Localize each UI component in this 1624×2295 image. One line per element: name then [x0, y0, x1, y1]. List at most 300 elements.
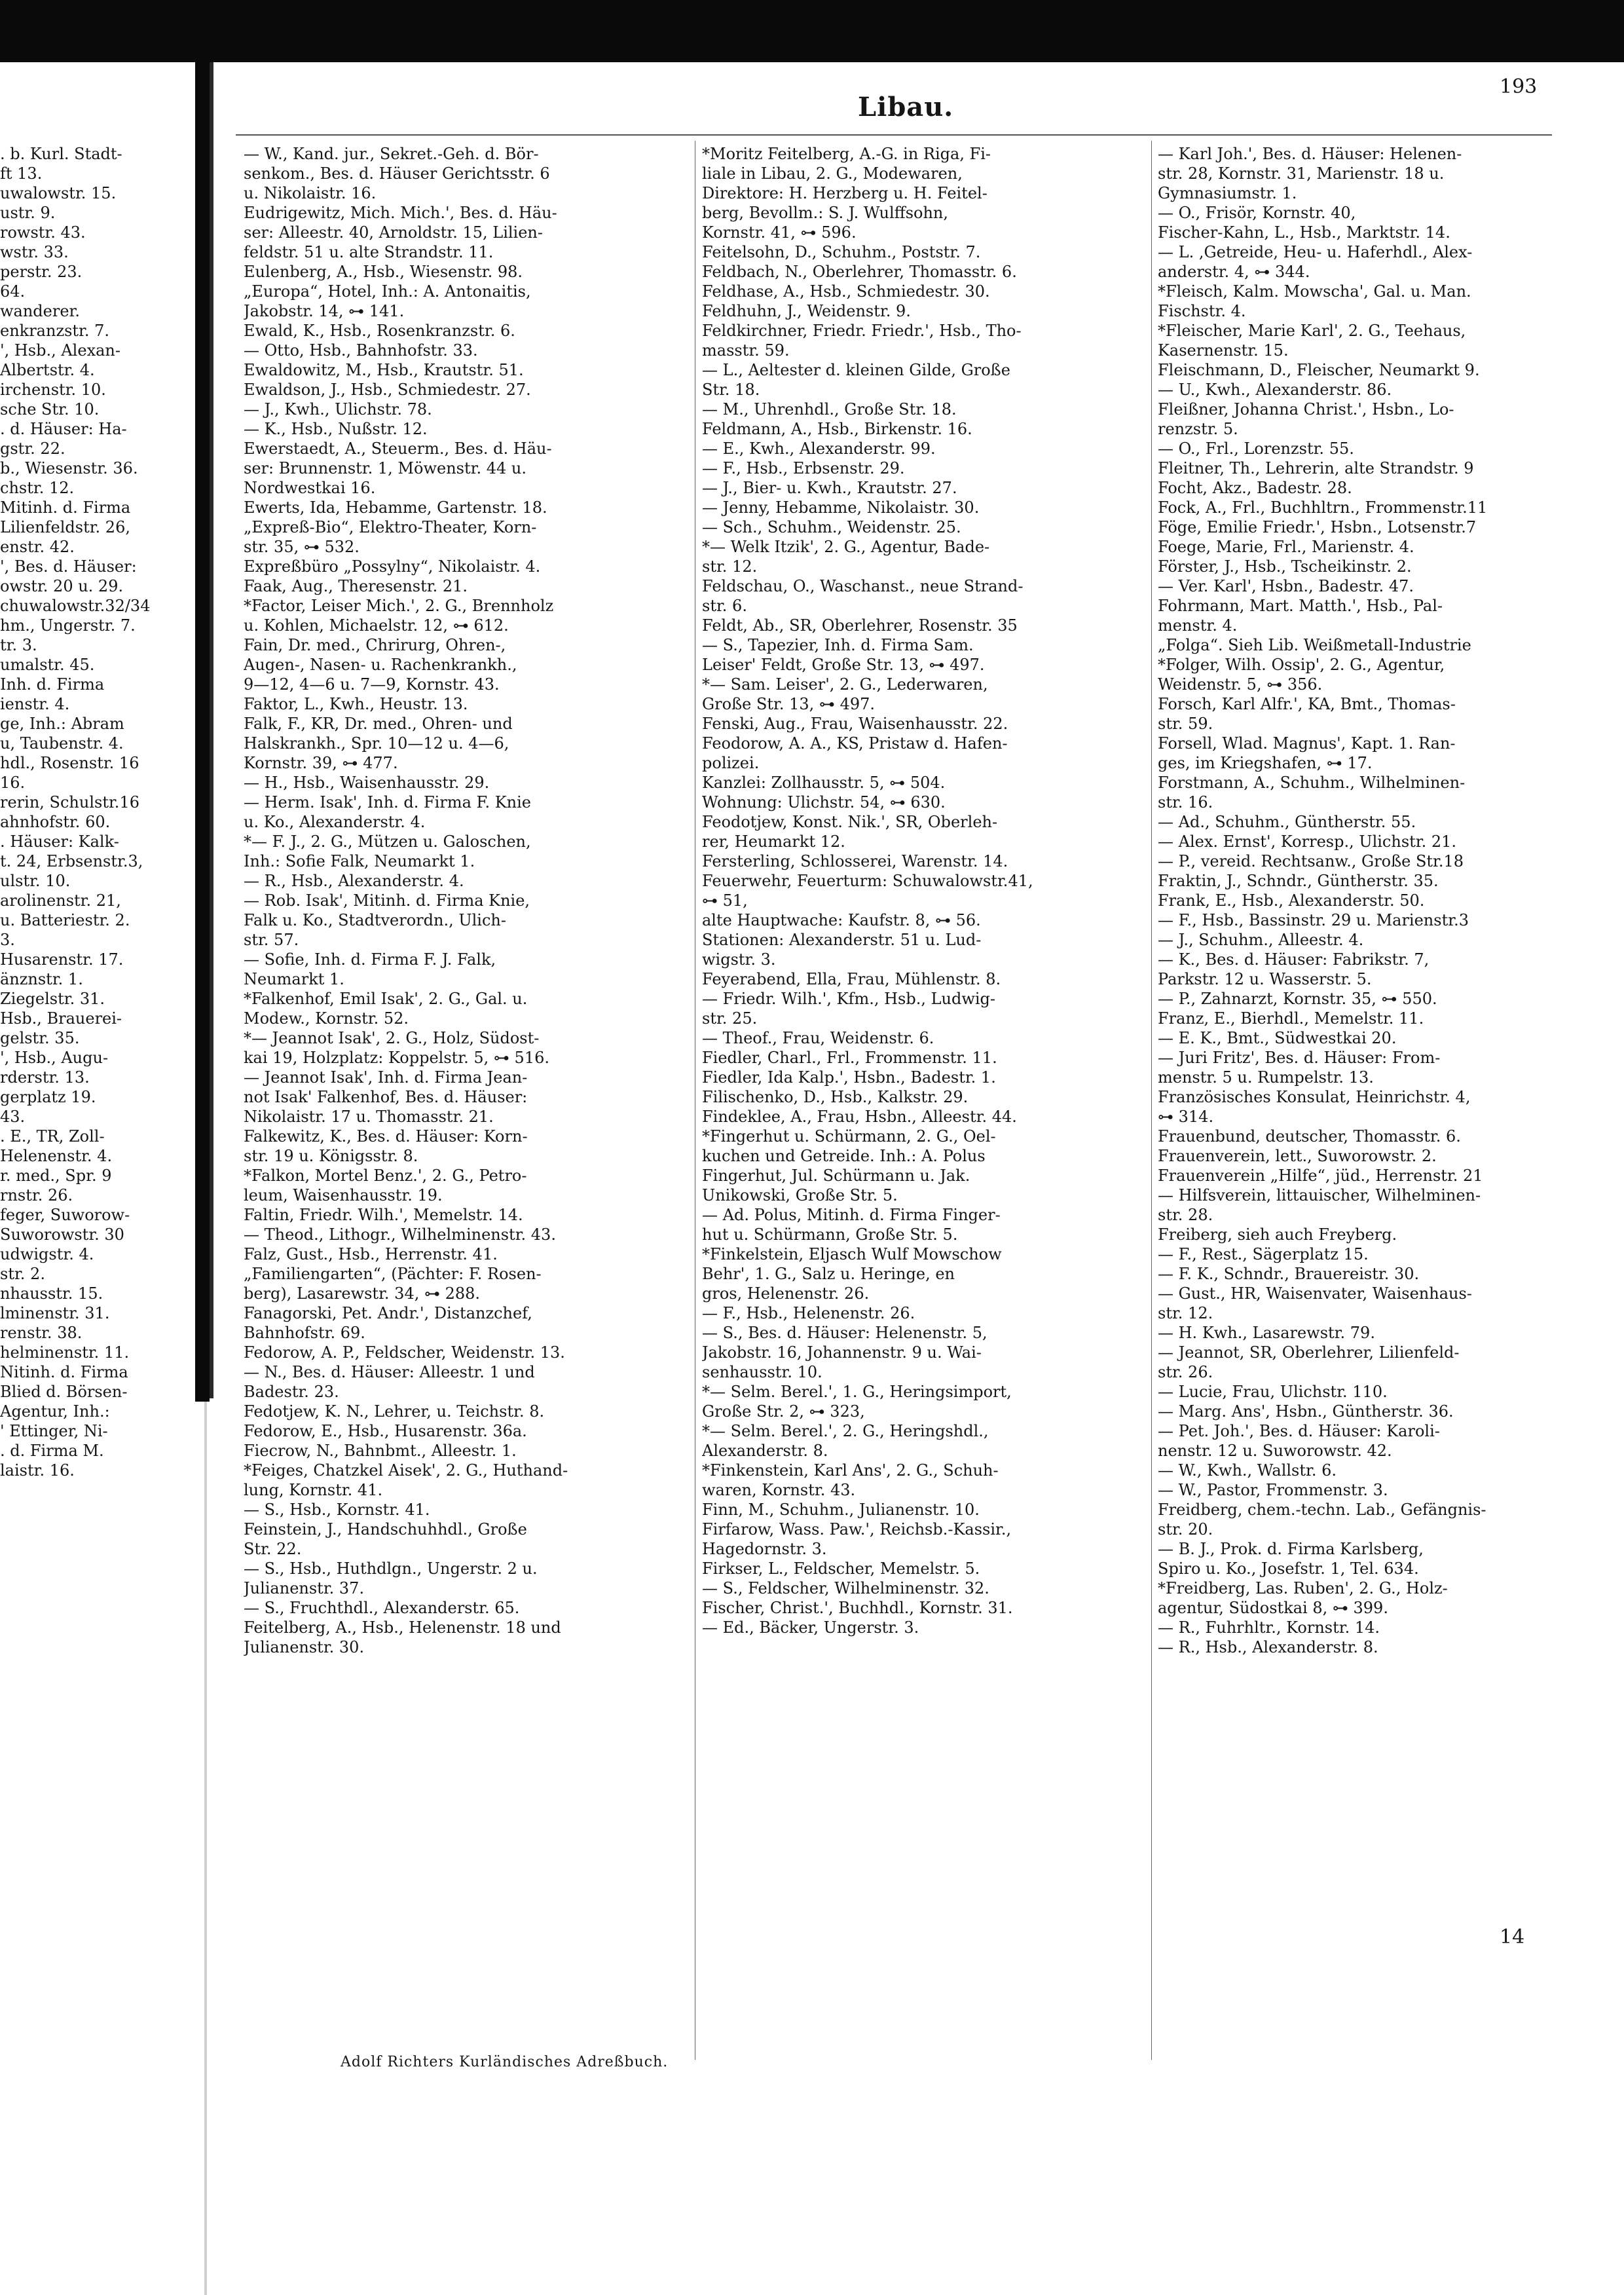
directory-line: Finn, M., Schuhm., Julianenstr. 10. — [702, 1501, 980, 1519]
directory-line: feger, Suworow- — [0, 1206, 130, 1224]
directory-line: ft 13. — [0, 164, 43, 183]
directory-line: Fischer-Kahn, L., Hsb., Marktstr. 14. — [1158, 223, 1450, 242]
directory-line: *— Selm. Berel.', 2. G., Heringshdl., — [702, 1422, 989, 1440]
directory-line: *— Welk Itzik', 2. G., Agentur, Bade- — [702, 538, 990, 556]
directory-line: Wohnung: Ulichstr. 54, ⊶ 630. — [702, 793, 946, 812]
directory-line: enstr. 42. — [0, 538, 75, 556]
directory-line: kai 19, Holzplatz: Koppelstr. 5, ⊶ 516. — [244, 1049, 549, 1067]
directory-line: — J., Kwh., Ulichstr. 78. — [244, 400, 432, 419]
directory-line: — F., Hsb., Erbsenstr. 29. — [702, 459, 905, 477]
directory-line: — O., Frl., Lorenzstr. 55. — [1158, 439, 1354, 458]
directory-line: Julianenstr. 37. — [244, 1579, 365, 1597]
directory-line: *Moritz Feitelberg, A.-G. in Riga, Fi- — [702, 145, 991, 163]
directory-line: Frauenbund, deutscher, Thomasstr. 6. — [1158, 1127, 1461, 1146]
directory-line: Fock, A., Frl., Buchhltrn., Frommenstr.11 — [1158, 498, 1488, 517]
directory-line: Fedorow, A. P., Feldscher, Weidenstr. 13. — [244, 1343, 565, 1362]
directory-line: Fersterling, Schlosserei, Warenstr. 14. — [702, 852, 1008, 870]
directory-line: Frauenverein, lett., Suworowstr. 2. — [1158, 1147, 1437, 1165]
directory-line: ' Ettinger, Ni- — [0, 1422, 108, 1440]
directory-line: Unikowski, Große Str. 5. — [702, 1186, 898, 1204]
directory-line: Feitelberg, A., Hsb., Helenenstr. 18 und — [244, 1618, 561, 1637]
directory-line: Falz, Gust., Hsb., Herrenstr. 41. — [244, 1245, 498, 1263]
directory-line: str. 20. — [1158, 1520, 1213, 1539]
page-gutter — [204, 1402, 207, 2295]
directory-line: Mitinh. d. Firma — [0, 498, 131, 517]
directory-line: ge, Inh.: Abram — [0, 715, 124, 733]
directory-line: Feldschau, O., Waschanst., neue Strand- — [702, 577, 1024, 595]
directory-line: änznstr. 1. — [0, 970, 83, 988]
directory-line: anderstr. 4, ⊶ 344. — [1158, 263, 1310, 281]
directory-line: Fraktin, J., Schndr., Güntherstr. 35. — [1158, 872, 1439, 890]
directory-line: arolinenstr. 21, — [0, 891, 121, 910]
directory-line: Große Str. 2, ⊶ 323, — [702, 1402, 865, 1421]
directory-line: nhausstr. 15. — [0, 1284, 103, 1303]
directory-line: Fohrmann, Mart. Matth.', Hsb., Pal- — [1158, 597, 1443, 615]
directory-line: 64. — [0, 282, 26, 301]
directory-line: liale in Libau, 2. G., Modewaren, — [702, 164, 963, 183]
directory-line: Forsell, Wlad. Magnus', Kapt. 1. Ran- — [1158, 734, 1456, 753]
directory-line: sche Str. 10. — [0, 400, 100, 419]
directory-line: — S., Fruchthdl., Alexanderstr. 65. — [244, 1599, 520, 1617]
directory-line: — Ad., Schuhm., Güntherstr. 55. — [1158, 813, 1416, 831]
directory-line: ulstr. 10. — [0, 872, 71, 890]
directory-line: Freiberg, sieh auch Freyberg. — [1158, 1225, 1397, 1244]
directory-line: gros, Helenenstr. 26. — [702, 1284, 870, 1303]
directory-line: hut u. Schürmann, Große Str. 5. — [702, 1225, 958, 1244]
directory-line: Fleißner, Johanna Christ.', Hsbn., Lo- — [1158, 400, 1454, 419]
directory-line: Ewerstaedt, A., Steuerm., Bes. d. Häu- — [244, 439, 552, 458]
directory-line: gstr. 22. — [0, 439, 65, 458]
directory-line: Findeklee, A., Frau, Hsbn., Alleestr. 44. — [702, 1108, 1017, 1126]
directory-line: Falkewitz, K., Bes. d. Häuser: Korn- — [244, 1127, 528, 1146]
directory-line: Jakobstr. 14, ⊶ 141. — [244, 302, 405, 320]
directory-line: str. 59. — [1158, 715, 1213, 733]
directory-line: Helenenstr. 4. — [0, 1147, 113, 1165]
directory-line: hm., Ungerstr. 7. — [0, 616, 136, 635]
directory-line: lung, Kornstr. 41. — [244, 1481, 383, 1499]
directory-line: Badestr. 23. — [244, 1383, 339, 1401]
directory-line: . d. Firma M. — [0, 1442, 104, 1460]
directory-line: Feyerabend, Ella, Frau, Mühlenstr. 8. — [702, 970, 1001, 988]
directory-line: leum, Waisenhausstr. 19. — [244, 1186, 443, 1204]
directory-line: Kornstr. 39, ⊶ 477. — [244, 754, 398, 772]
directory-line: senkom., Bes. d. Häuser Gerichtsstr. 6 — [244, 164, 550, 183]
directory-line: Föge, Emilie Friedr.', Hsbn., Lotsenstr.7 — [1158, 518, 1477, 536]
directory-line: — R., Hsb., Alexanderstr. 4. — [244, 872, 464, 890]
directory-line: menstr. 5 u. Rumpelstr. 13. — [1158, 1068, 1374, 1087]
directory-line: Alexanderstr. 8. — [702, 1442, 828, 1460]
directory-line: senhausstr. 10. — [702, 1363, 822, 1381]
directory-line: Freidberg, chem.-techn. Lab., Gefängnis- — [1158, 1501, 1486, 1519]
directory-line: hdl., Rosenstr. 16 — [0, 754, 139, 772]
directory-line: Parkstr. 12 u. Wasserstr. 5. — [1158, 970, 1372, 988]
directory-line: Nitinh. d. Firma — [0, 1363, 128, 1381]
directory-line: waren, Kornstr. 43. — [702, 1481, 856, 1499]
directory-line: Jakobstr. 16, Johannenstr. 9 u. Wai- — [702, 1343, 982, 1362]
directory-line: u, Taubenstr. 4. — [0, 734, 124, 753]
directory-column-3 — [1158, 144, 1557, 1657]
directory-line: wstr. 33. — [0, 243, 69, 261]
directory-line: rer, Heumarkt 12. — [702, 832, 845, 851]
directory-line: — W., Kand. jur., Sekret.-Geh. d. Bör- — [244, 145, 539, 163]
header-rule — [236, 134, 1552, 136]
directory-line: Str. 22. — [244, 1540, 302, 1558]
directory-line: — Gust., HR, Waisenvater, Waisenhaus- — [1158, 1284, 1472, 1303]
directory-line: menstr. 4. — [1158, 616, 1238, 635]
scan-top-border — [0, 0, 1624, 62]
directory-line: — F. K., Schndr., Brauereistr. 30. — [1158, 1265, 1420, 1283]
directory-line: u. Kohlen, Michaelstr. 12, ⊶ 612. — [244, 616, 509, 635]
directory-line: laistr. 16. — [0, 1461, 75, 1480]
directory-line: Agentur, Inh.: — [0, 1402, 110, 1421]
directory-line: *Folger, Wilh. Ossip', 2. G., Agentur, — [1158, 656, 1445, 674]
directory-line: — S., Bes. d. Häuser: Helenenstr. 5, — [702, 1324, 987, 1342]
running-head: Libau. — [858, 92, 954, 122]
directory-line: Albertstr. 4. — [0, 361, 95, 379]
directory-line: Große Str. 13, ⊶ 497. — [702, 695, 875, 713]
directory-line: Fleischmann, D., Fleischer, Neumarkt 9. — [1158, 361, 1480, 379]
directory-line: Bahnhofstr. 69. — [244, 1324, 365, 1342]
directory-line: u. Batteriestr. 2. — [0, 911, 130, 929]
directory-line: Kanzlei: Zollhausstr. 5, ⊶ 504. — [702, 774, 946, 792]
directory-line: str. 26. — [1158, 1363, 1213, 1381]
directory-line: — Alex. Ernst', Korresp., Ulichstr. 21. — [1158, 832, 1457, 851]
directory-line: — Juri Fritz', Bes. d. Häuser: From- — [1158, 1049, 1441, 1067]
directory-line: Ewaldowitz, M., Hsb., Krautstr. 51. — [244, 361, 524, 379]
directory-line: *— F. J., 2. G., Mützen u. Galoschen, — [244, 832, 531, 851]
directory-line: Fiecrow, N., Bahnbmt., Alleestr. 1. — [244, 1442, 517, 1460]
directory-line: — F., Hsb., Helenenstr. 26. — [702, 1304, 915, 1322]
directory-line: Feuerwehr, Feuerturm: Schuwalowstr.41, — [702, 872, 1033, 890]
directory-line: Blied d. Börsen- — [0, 1383, 128, 1401]
directory-line: Feldt, Ab., SR, Oberlehrer, Rosenstr. 35 — [702, 616, 1018, 635]
directory-line: Lilienfeldstr. 26, — [0, 518, 130, 536]
directory-line: Fedotjew, K. N., Lehrer, u. Teichstr. 8. — [244, 1402, 545, 1421]
directory-line: Str. 18. — [702, 381, 760, 399]
directory-line: Fiedler, Charl., Frl., Frommenstr. 11. — [702, 1049, 997, 1067]
directory-line: Faak, Aug., Theresenstr. 21. — [244, 577, 468, 595]
directory-line: ⊶ 51, — [702, 891, 748, 910]
directory-line: Fain, Dr. med., Chrirurg, Ohren-, — [244, 636, 506, 654]
directory-line: Fedorow, E., Hsb., Husarenstr. 36a. — [244, 1422, 527, 1440]
directory-line: — P., vereid. Rechtsanw., Große Str.18 — [1158, 852, 1464, 870]
directory-line: Inh.: Sofie Falk, Neumarkt 1. — [244, 852, 475, 870]
directory-line: chuwalowstr.32/34 — [0, 597, 151, 615]
directory-line: str. 28. — [1158, 1206, 1213, 1224]
directory-line: str. 57. — [244, 931, 299, 949]
directory-line: ustr. 9. — [0, 204, 56, 222]
directory-line: r. med., Spr. 9 — [0, 1166, 112, 1185]
directory-line: — F., Rest., Sägerplatz 15. — [1158, 1245, 1369, 1263]
directory-line: 3. — [0, 931, 15, 949]
directory-line: Ewerts, Ida, Hebamme, Gartenstr. 18. — [244, 498, 547, 517]
directory-line: Feldhuhn, J., Weidenstr. 9. — [702, 302, 911, 320]
directory-line: feldstr. 51 u. alte Strandstr. 11. — [244, 243, 494, 261]
directory-line: — Jenny, Hebamme, Nikolaistr. 30. — [702, 498, 980, 517]
directory-line: — M., Uhrenhdl., Große Str. 18. — [702, 400, 957, 419]
directory-line: — U., Kwh., Alexanderstr. 86. — [1158, 381, 1392, 399]
directory-line: chstr. 12. — [0, 479, 75, 497]
directory-line: — Otto, Hsb., Bahnhofstr. 33. — [244, 341, 478, 360]
directory-line: uwalowstr. 15. — [0, 184, 117, 202]
directory-line: — Hilfsverein, littauischer, Wilhelminen- — [1158, 1186, 1481, 1204]
directory-line: alte Hauptwache: Kaufstr. 8, ⊶ 56. — [702, 911, 981, 929]
directory-line: 16. — [0, 774, 26, 792]
directory-line: — B. J., Prok. d. Firma Karlsberg, — [1158, 1540, 1424, 1558]
directory-line: u. Nikolaistr. 16. — [244, 184, 377, 202]
directory-line: Eudrigewitz, Mich. Mich.', Bes. d. Häu- — [244, 204, 557, 222]
directory-line: ⊶ 314. — [1158, 1108, 1214, 1126]
directory-line: — Karl Joh.', Bes. d. Häuser: Helenen- — [1158, 145, 1462, 163]
directory-line: — Herm. Isak', Inh. d. Firma F. Knie — [244, 793, 531, 812]
directory-line: Ewald, K., Hsb., Rosenkranzstr. 6. — [244, 322, 515, 340]
directory-line: — S., Feldscher, Wilhelminenstr. 32. — [702, 1579, 989, 1597]
directory-line: — H. Kwh., Lasarewstr. 79. — [1158, 1324, 1375, 1342]
directory-line: Hagedornstr. 3. — [702, 1540, 827, 1558]
book-spine-edge — [210, 62, 213, 1398]
directory-line: „Europa“, Hotel, Inh.: A. Antonaitis, — [244, 282, 531, 301]
directory-line: Leiser' Feldt, Große Str. 13, ⊶ 497. — [702, 656, 985, 674]
directory-line: „Folga“. Sieh Lib. Weißmetall-Industrie — [1158, 636, 1471, 654]
previous-page-column — [0, 144, 189, 1480]
directory-line: str. 16. — [1158, 793, 1213, 812]
directory-line: — E., Kwh., Alexanderstr. 99. — [702, 439, 936, 458]
directory-line: enkranzstr. 7. — [0, 322, 110, 340]
directory-line: *— Sam. Leiser', 2. G., Lederwaren, — [702, 675, 988, 694]
directory-line: u. Ko., Alexanderstr. 4. — [244, 813, 426, 831]
directory-line: — Sofie, Inh. d. Firma F. J. Falk, — [244, 950, 496, 969]
directory-line: — Jeannot Isak', Inh. d. Firma Jean- — [244, 1068, 528, 1087]
directory-line: str. 25. — [702, 1009, 758, 1028]
directory-line: t. 24, Erbsenstr.3, — [0, 852, 143, 870]
directory-line: Faktor, L., Kwh., Heustr. 13. — [244, 695, 468, 713]
directory-line: Husarenstr. 17. — [0, 950, 124, 969]
directory-line: Hsb., Brauerei- — [0, 1009, 122, 1028]
directory-line: *Finkenstein, Karl Ans', 2. G., Schuh- — [702, 1461, 999, 1480]
directory-line: not Isak' Falkenhof, Bes. d. Häuser: — [244, 1088, 528, 1106]
directory-line: *— Jeannot Isak', 2. G., Holz, Südost- — [244, 1029, 540, 1047]
directory-line: — P., Zahnarzt, Kornstr. 35, ⊶ 550. — [1158, 990, 1437, 1008]
page-number: 193 — [1500, 75, 1538, 98]
directory-line: Feldhase, A., Hsb., Schmiedestr. 30. — [702, 282, 990, 301]
directory-line: — K., Hsb., Nußstr. 12. — [244, 420, 428, 438]
directory-line: 9—12, 4—6 u. 7—9, Kornstr. 43. — [244, 675, 500, 694]
directory-line: Spiro u. Ko., Josefstr. 1, Tel. 634. — [1158, 1559, 1419, 1578]
directory-line: perstr. 23. — [0, 263, 83, 281]
directory-line: Förster, J., Hsb., Tscheikinstr. 2. — [1158, 557, 1412, 576]
directory-line: Kornstr. 41, ⊶ 596. — [702, 223, 857, 242]
directory-line: helminenstr. 11. — [0, 1343, 130, 1362]
directory-line: ', Hsb., Alexan- — [0, 341, 120, 360]
directory-line: — Friedr. Wilh.', Kfm., Hsb., Ludwig- — [702, 990, 996, 1008]
directory-line: — J., Schuhm., Alleestr. 4. — [1158, 931, 1364, 949]
directory-line: — W., Kwh., Wallstr. 6. — [1158, 1461, 1337, 1480]
directory-line: str. 12. — [1158, 1304, 1213, 1322]
directory-line: umalstr. 45. — [0, 656, 95, 674]
directory-line: . E., TR, Zoll- — [0, 1127, 105, 1146]
directory-line: Feldmann, A., Hsb., Birkenstr. 16. — [702, 420, 972, 438]
directory-line: wanderer. — [0, 302, 81, 320]
directory-line: str. 35, ⊶ 532. — [244, 538, 360, 556]
directory-line: *Freidberg, Las. Ruben', 2. G., Holz- — [1158, 1579, 1448, 1597]
directory-line: Behr', 1. G., Salz u. Heringe, en — [702, 1265, 955, 1283]
directory-line: — H., Hsb., Waisenhausstr. 29. — [244, 774, 490, 792]
directory-line: ienstr. 4. — [0, 695, 70, 713]
directory-line: Modew., Kornstr. 52. — [244, 1009, 409, 1028]
directory-line: nenstr. 12 u. Suworowstr. 42. — [1158, 1442, 1392, 1460]
book-spine-shadow — [195, 52, 210, 1402]
directory-line: ahnhofstr. 60. — [0, 813, 111, 831]
column-separator — [1151, 141, 1152, 2060]
directory-line: — N., Bes. d. Häuser: Alleestr. 1 und — [244, 1363, 535, 1381]
directory-line: Stationen: Alexanderstr. 51 u. Lud- — [702, 931, 982, 949]
directory-line: . d. Häuser: Ha- — [0, 420, 127, 438]
directory-line: — L., Aeltester d. kleinen Gilde, Große — [702, 361, 1010, 379]
directory-line: — R., Hsb., Alexanderstr. 8. — [1158, 1638, 1378, 1656]
directory-line: str. 12. — [702, 557, 758, 576]
directory-line: Falk u. Ko., Stadtverordn., Ulich- — [244, 911, 506, 929]
directory-line: Feldkirchner, Friedr. Friedr.', Hsb., Tho- — [702, 322, 1022, 340]
directory-line: — Ed., Bäcker, Ungerstr. 3. — [702, 1618, 919, 1637]
directory-line: — K., Bes. d. Häuser: Fabrikstr. 7, — [1158, 950, 1430, 969]
directory-line: Expreßbüro „Possylny“, Nikolaistr. 4. — [244, 557, 541, 576]
directory-line: — Theod., Lithogr., Wilhelminenstr. 43. — [244, 1225, 556, 1244]
directory-line: *Factor, Leiser Mich.', 2. G., Brennholz — [244, 597, 554, 615]
directory-line: Ziegelstr. 31. — [0, 990, 105, 1008]
directory-line: Fingerhut, Jul. Schürmann u. Jak. — [702, 1166, 970, 1185]
directory-line: — R., Fuhrhltr., Kornstr. 14. — [1158, 1618, 1380, 1637]
directory-line: str. 6. — [702, 597, 747, 615]
directory-line: Weidenstr. 5, ⊶ 356. — [1158, 675, 1323, 694]
directory-line: — S., Tapezier, Inh. d. Firma Sam. — [702, 636, 974, 654]
directory-line: gerplatz 19. — [0, 1088, 96, 1106]
signature-mark: 14 — [1500, 1926, 1525, 1949]
directory-line: *Fingerhut u. Schürmann, 2. G., Oel- — [702, 1127, 996, 1146]
directory-line: lminenstr. 31. — [0, 1304, 110, 1322]
directory-line: Halskrankh., Spr. 10—12 u. 4—6, — [244, 734, 509, 753]
directory-line: masstr. 59. — [702, 341, 790, 360]
directory-line: Feitelsohn, D., Schuhm., Poststr. 7. — [702, 243, 981, 261]
directory-line: — S., Hsb., Huthdlgn., Ungerstr. 2 u. — [244, 1559, 538, 1578]
directory-line: Feodorow, A. A., KS, Pristaw d. Hafen- — [702, 734, 1008, 753]
directory-column-2 — [702, 144, 1147, 1637]
directory-line: Foege, Marie, Frl., Marienstr. 4. — [1158, 538, 1414, 556]
directory-line: — F., Hsb., Bassinstr. 29 u. Marienstr.3 — [1158, 911, 1469, 929]
directory-line: ', Hsb., Augu- — [0, 1049, 109, 1067]
directory-line: „Familiengarten“, (Pächter: F. Rosen- — [244, 1265, 542, 1283]
directory-line: str. 28, Kornstr. 31, Marienstr. 18 u. — [1158, 164, 1445, 183]
directory-line: — S., Hsb., Kornstr. 41. — [244, 1501, 430, 1519]
directory-line: ser: Brunnenstr. 1, Möwenstr. 44 u. — [244, 459, 526, 477]
directory-line: *— Selm. Berel.', 1. G., Heringsimport, — [702, 1383, 1012, 1401]
directory-line: Französisches Konsulat, Heinrichstr. 4, — [1158, 1088, 1471, 1106]
directory-line: rowstr. 43. — [0, 223, 86, 242]
directory-line: Gymnasiumstr. 1. — [1158, 184, 1297, 202]
directory-line: owstr. 20 u. 29. — [0, 577, 124, 595]
directory-line: udwigstr. 4. — [0, 1245, 94, 1263]
directory-line: *Falkenhof, Emil Isak', 2. G., Gal. u. — [244, 990, 528, 1008]
directory-line: Ewaldson, J., Hsb., Schmiedestr. 27. — [244, 381, 531, 399]
directory-line: Feodotjew, Konst. Nik.', SR, Oberleh- — [702, 813, 998, 831]
directory-line: Frank, E., Hsb., Alexanderstr. 50. — [1158, 891, 1425, 910]
directory-line: berg), Lasarewstr. 34, ⊶ 288. — [244, 1284, 481, 1303]
directory-line: berg, Bevollm.: S. J. Wulffsohn, — [702, 204, 949, 222]
directory-line: Falk, F., KR, Dr. med., Ohren- und — [244, 715, 513, 733]
directory-line: str. 2. — [0, 1265, 45, 1283]
directory-line: renzstr. 5. — [1158, 420, 1238, 438]
directory-line: *Finkelstein, Eljasch Wulf Mowschow — [702, 1245, 1002, 1263]
directory-line: *Fleischer, Marie Karl', 2. G., Teehaus, — [1158, 322, 1466, 340]
directory-line: Neumarkt 1. — [244, 970, 344, 988]
directory-line: Inh. d. Firma — [0, 675, 105, 694]
directory-line: — Rob. Isak', Mitinh. d. Firma Knie, — [244, 891, 530, 910]
directory-line: Eulenberg, A., Hsb., Wiesenstr. 98. — [244, 263, 523, 281]
directory-line: Focht, Akz., Badestr. 28. — [1158, 479, 1352, 497]
directory-line: ', Bes. d. Häuser: — [0, 557, 137, 576]
page-footer: Adolf Richters Kurländisches Adreßbuch. — [341, 2054, 669, 2070]
directory-line: rderstr. 13. — [0, 1068, 90, 1087]
directory-line: rnstr. 26. — [0, 1186, 73, 1204]
directory-line: — E. K., Bmt., Südwestkai 20. — [1158, 1029, 1397, 1047]
directory-line: Julianenstr. 30. — [244, 1638, 365, 1656]
directory-line: . Häuser: Kalk- — [0, 832, 119, 851]
directory-line: *Fleisch, Kalm. Mowscha', Gal. u. Man. — [1158, 282, 1471, 301]
directory-line: — L. ,Getreide, Heu- u. Haferhdl., Alex- — [1158, 243, 1473, 261]
directory-line: Frauenverein „Hilfe“, jüd., Herrenstr. 21 — [1158, 1166, 1483, 1185]
directory-line: Fanagorski, Pet. Andr.', Distanzchef, — [244, 1304, 532, 1322]
directory-line: *Falkon, Mortel Benz.', 2. G., Petro- — [244, 1166, 527, 1185]
directory-line: — W., Pastor, Frommenstr. 3. — [1158, 1481, 1388, 1499]
directory-line: — J., Bier- u. Kwh., Krautstr. 27. — [702, 479, 957, 497]
directory-line: — O., Frisör, Kornstr. 40, — [1158, 204, 1356, 222]
directory-line: — Jeannot, SR, Oberlehrer, Lilienfeld- — [1158, 1343, 1460, 1362]
directory-line: ges, im Kriegshafen, ⊶ 17. — [1158, 754, 1373, 772]
directory-line: Forsch, Karl Alfr.', KA, Bmt., Thomas- — [1158, 695, 1456, 713]
directory-line: agentur, Südostkai 8, ⊶ 399. — [1158, 1599, 1388, 1617]
directory-line: *Feiges, Chatzkel Aisek', 2. G., Huthand- — [244, 1461, 568, 1480]
directory-line: Nikolaistr. 17 u. Thomasstr. 21. — [244, 1108, 494, 1126]
directory-line: Augen-, Nasen- u. Rachenkrankh., — [244, 656, 517, 674]
directory-line: . b. Kurl. Stadt- — [0, 145, 122, 163]
directory-line: 43. — [0, 1108, 26, 1126]
directory-line: Feinstein, J., Handschuhhdl., Große — [244, 1520, 527, 1539]
directory-line: Franz, E., Bierhdl., Memelstr. 11. — [1158, 1009, 1424, 1028]
directory-line: — Sch., Schuhm., Weidenstr. 25. — [702, 518, 961, 536]
directory-line: — Theof., Frau, Weidenstr. 6. — [702, 1029, 934, 1047]
directory-line: Suworowstr. 30 — [0, 1225, 124, 1244]
directory-line: str. 19 u. Königsstr. 8. — [244, 1147, 418, 1165]
directory-line: polizei. — [702, 754, 760, 772]
directory-line: irchenstr. 10. — [0, 381, 106, 399]
directory-line: Fenski, Aug., Frau, Waisenhausstr. 22. — [702, 715, 1008, 733]
directory-line: Fleitner, Th., Lehrerin, alte Strandstr. 9 — [1158, 459, 1474, 477]
directory-line: Direktore: H. Herzberg u. H. Feitel- — [702, 184, 987, 202]
directory-line: tr. 3. — [0, 636, 37, 654]
directory-line: — Ver. Karl', Hsbn., Badestr. 47. — [1158, 577, 1414, 595]
directory-line: — Lucie, Frau, Ulichstr. 110. — [1158, 1383, 1388, 1401]
directory-line: „Expreß-Bio“, Elektro-Theater, Korn- — [244, 518, 537, 536]
directory-line: Filischenko, D., Hsb., Kalkstr. 29. — [702, 1088, 969, 1106]
directory-line: kuchen und Getreide. Inh.: A. Polus — [702, 1147, 986, 1165]
directory-line: Forstmann, A., Schuhm., Wilhelminen- — [1158, 774, 1466, 792]
directory-line: Feldbach, N., Oberlehrer, Thomasstr. 6. — [702, 263, 1017, 281]
directory-line: wigstr. 3. — [702, 950, 776, 969]
directory-line: — Marg. Ans', Hsbn., Güntherstr. 36. — [1158, 1402, 1454, 1421]
directory-line: Fiedler, Ida Kalp.', Hsbn., Badestr. 1. — [702, 1068, 996, 1087]
directory-line: — Ad. Polus, Mitinh. d. Firma Finger- — [702, 1206, 1001, 1224]
directory-line: gelstr. 35. — [0, 1029, 80, 1047]
directory-line: Firkser, L., Feldscher, Memelstr. 5. — [702, 1559, 980, 1578]
